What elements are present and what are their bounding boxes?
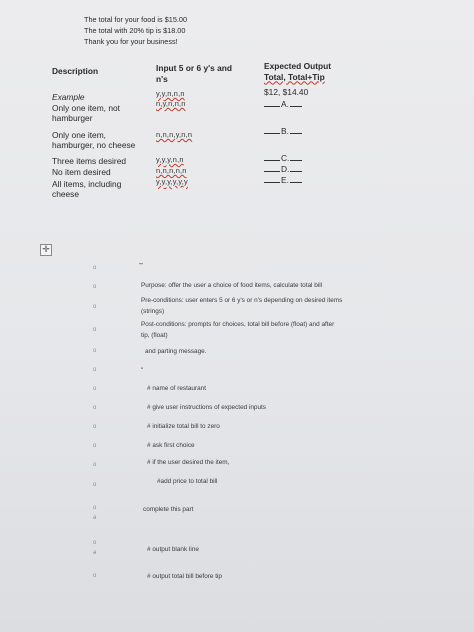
postcondition-line: Post-conditions: prompts for choices, total bill before (float) and after — [141, 321, 335, 328]
line-marker: o — [93, 348, 97, 354]
answer-blank — [290, 175, 302, 183]
answer-blank — [290, 126, 302, 134]
comment-line: # if the user desired the item, — [147, 459, 230, 466]
line-marker: o — [93, 505, 97, 511]
line-marker: o — [93, 405, 97, 411]
row-description: Only one item, not hamburger — [52, 103, 120, 124]
line-marker: o — [93, 284, 97, 290]
row-description: No item desired — [52, 167, 111, 177]
row-expected — [264, 164, 302, 174]
comment-line: # ask first choice — [147, 442, 195, 449]
comment-line: # give user instructions of expected inputs — [147, 404, 267, 411]
purpose-line: Purpose: offer the user a choice of food items, calculate total bill — [141, 282, 323, 289]
answer-blank — [290, 153, 302, 161]
header-input-line: n's — [156, 73, 168, 84]
row-expected — [264, 153, 302, 163]
row-input: y,y,y,y,y,y — [156, 177, 188, 186]
line-marker: o — [93, 304, 97, 310]
header-description: Description — [52, 66, 99, 76]
row-input: y,y,y,n,n — [156, 155, 184, 164]
line-marker: o — [93, 540, 97, 546]
answer-letter: B. — [281, 126, 289, 136]
precondition-line: Pre-conditions: user enters 5 or 6 y's or n's depending on desired items — [141, 297, 343, 304]
answer-blank — [264, 99, 280, 107]
line-marker: o — [93, 424, 97, 430]
sample-output — [84, 14, 187, 47]
answer-letter: D. — [281, 164, 290, 174]
answer-letter: E. — [281, 175, 289, 185]
answer-letter: A. — [281, 99, 289, 109]
parting-message-line: and parting message. — [145, 348, 207, 355]
line-marker: o — [93, 462, 97, 468]
row-description: Three items desired — [52, 156, 127, 166]
comment-line: # output blank line — [147, 546, 199, 553]
line-marker: o — [93, 327, 97, 333]
answer-blank — [264, 153, 280, 161]
row-expected — [264, 126, 302, 136]
answer-blank — [290, 164, 302, 172]
line-marker: o — [93, 443, 97, 449]
line-marker: o — [93, 386, 97, 392]
comment-line: #add price to total bill — [157, 478, 218, 485]
answer-blank — [264, 126, 280, 134]
row-input: y,y,n,n,n — [156, 89, 185, 98]
sample-output-line: Thank you for your business! — [84, 37, 178, 46]
precondition-line: (strings) — [141, 308, 165, 315]
row-expected — [264, 99, 302, 109]
sample-output-line: The total for your food is $15.00 — [84, 15, 188, 24]
loop-marker: ə — [93, 515, 97, 521]
line-marker: o — [93, 573, 97, 579]
line-marker: o — [93, 482, 97, 488]
answer-blank — [290, 99, 302, 107]
row-input: n,n,n,y,n,n — [156, 130, 193, 139]
row-description: Example — [52, 92, 85, 102]
comment-line: # initialize total bill to zero — [147, 423, 220, 430]
comment-line: # name of restaurant — [147, 385, 206, 392]
row-description: All items, including cheese — [52, 179, 122, 200]
row-description: Only one item, hamburger, no cheese — [52, 130, 136, 151]
header-expected-line: Total, Total+Tip — [264, 71, 325, 82]
row-expected: $12, $14.40 — [264, 87, 309, 97]
answer-blank — [264, 164, 280, 172]
table-move-handle-icon[interactable]: ✛ — [40, 244, 52, 256]
sample-output-line: The total with 20% tip is $18.00 — [84, 26, 186, 35]
row-input: n,y,n,n,n — [156, 99, 186, 108]
header-expected — [264, 61, 364, 82]
header-input-line: Input 5 or 6 y's and — [156, 63, 232, 73]
docstring-open: "" — [139, 263, 143, 269]
answer-letter: C. — [281, 153, 290, 163]
line-marker: o — [93, 265, 97, 271]
row-expected — [264, 175, 302, 185]
instruction-line: complete this part — [143, 506, 194, 513]
answer-blank — [264, 175, 280, 183]
line-marker: o — [93, 367, 97, 373]
comment-line: # output total bill before tip — [147, 573, 222, 580]
row-input: n,n,n,n,n — [156, 166, 187, 175]
postcondition-line: tip, (float) — [141, 332, 168, 339]
header-input — [156, 63, 256, 84]
loop-marker: ə — [93, 550, 97, 556]
header-expected-line: Expected Output — [264, 61, 332, 71]
docstring-close: " — [141, 367, 144, 374]
